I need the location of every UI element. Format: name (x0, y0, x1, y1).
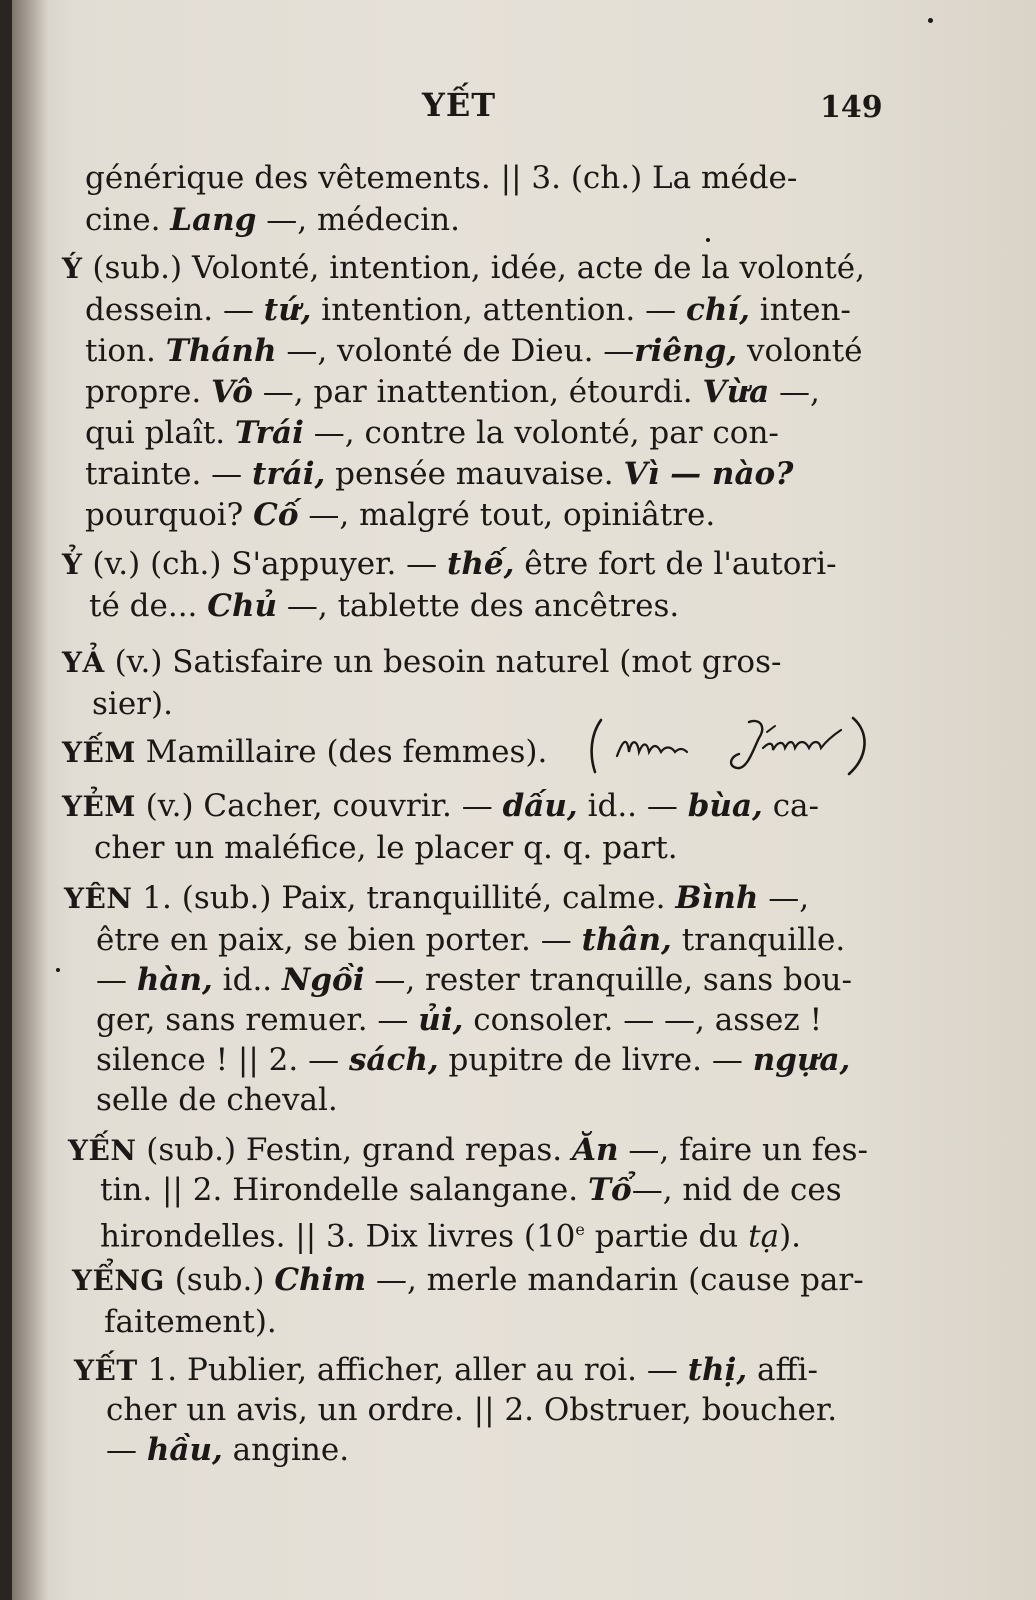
line-text: pourquoi? (85, 497, 254, 533)
entry-line (96, 1002, 822, 1038)
entry-yet (74, 1352, 818, 1389)
entry-y-acute (62, 250, 865, 287)
headword: YỂNG (72, 1264, 165, 1297)
vietnamese-term: sách, (348, 1042, 439, 1078)
dictionary-page (12, 0, 1036, 1600)
headword: YẺM (62, 790, 136, 823)
vietnamese-term: hàn, (136, 962, 213, 998)
headword: Ỷ (62, 548, 83, 581)
vietnamese-term: Trái (234, 415, 304, 451)
ink-speck (928, 18, 933, 23)
line-text: ca- (762, 788, 820, 824)
line-text: —, nid de ces (631, 1172, 842, 1208)
line-text: cine. (85, 202, 171, 238)
entry-line (85, 202, 460, 238)
line-text: faitement). (104, 1304, 277, 1340)
line-text: tin. || 2. Hirondelle salangane. (100, 1172, 588, 1208)
entry-line (85, 497, 715, 533)
entry-line (106, 1432, 349, 1468)
running-head: YẾT (422, 86, 497, 124)
entry-yen-2 (68, 1132, 868, 1169)
line-text: (sub.) Festin, grand repas. (136, 1132, 572, 1168)
vietnamese-term: chí, (685, 292, 750, 328)
entry-line (96, 922, 845, 958)
ink-speck (706, 238, 710, 242)
vietnamese-term: Cố (253, 497, 299, 533)
headword: Ý (62, 252, 83, 285)
vietnamese-term: Vừa (702, 374, 770, 410)
line-text: cher un maléfice, le placer q. q. part. (94, 830, 678, 866)
vietnamese-term: thân, (581, 922, 672, 958)
vietnamese-term: riêng, (634, 333, 738, 369)
line-text: ger, sans remuer. — (96, 1002, 419, 1038)
vietnamese-term: hầu, (146, 1432, 223, 1468)
line-text: dessein. — (85, 292, 264, 328)
vietnamese-term: Chim (274, 1262, 367, 1298)
line-text: —, (769, 374, 820, 410)
entry-line (104, 1304, 277, 1340)
headword: YẢ (62, 646, 105, 679)
line-text: (v.) (ch.) S'appuyer. — (82, 546, 448, 582)
entry-line (89, 588, 679, 624)
vietnamese-term: tạ (748, 1218, 780, 1255)
entry-line (96, 1042, 850, 1078)
line-text: cher un avis, un ordre. || 2. Obstruer, boucher. (106, 1392, 838, 1428)
line-text: inten- (749, 292, 851, 328)
line-text: tranquille. (671, 922, 846, 958)
line-text: ). (779, 1218, 802, 1255)
entry-yem-1 (62, 734, 547, 771)
line-text: intention, attention. — (311, 292, 686, 328)
line-text: tion. (85, 333, 166, 369)
line-text: Mamillaire (des femmes). (135, 734, 548, 770)
headword: YẾT (74, 1354, 138, 1387)
line-text: 1. (sub.) Paix, tranquillité, calme. (132, 880, 676, 916)
line-text: consoler. — —, assez ! (463, 1002, 823, 1038)
line-text: sier). (92, 686, 173, 722)
line-text: —, merle mandarin (cause par- (366, 1262, 864, 1298)
line-text: —, médecin. (256, 202, 460, 238)
line-text: angine. (222, 1432, 350, 1468)
line-text: —, tablette des ancêtres. (277, 588, 680, 624)
line-text: —, malgré tout, opiniâtre. (298, 497, 716, 533)
headword: YẾN (68, 1134, 137, 1167)
ink-speck (56, 968, 60, 972)
entry-ya (62, 644, 781, 681)
line-text: être en paix, se bien porter. — (96, 922, 582, 958)
entry-yen-1 (64, 880, 809, 917)
line-text: volonté (737, 333, 863, 369)
line-text: (sub.) Volonté, intention, idée, acte de la volonté, (82, 250, 865, 286)
line-text: affi- (747, 1352, 818, 1388)
entry-yem-2 (62, 788, 819, 825)
entry-line (94, 830, 678, 866)
entry-line (85, 333, 863, 369)
entry-line (100, 1172, 842, 1208)
line-text: —, faire un fes- (618, 1132, 868, 1168)
superscript: e (575, 1220, 585, 1239)
vietnamese-term: Tổ (587, 1172, 632, 1208)
line-text: trainte. — (85, 456, 253, 492)
line-text: — (106, 1432, 147, 1468)
line-text: être fort de l'autori- (514, 546, 837, 582)
line-text: pupitre de livre. — (438, 1042, 753, 1078)
vietnamese-term: Lang (170, 202, 257, 238)
headword: YÊN (64, 882, 133, 915)
line-text: id.. — (577, 788, 688, 824)
vietnamese-term: Ngồi (282, 962, 365, 998)
vietnamese-term: ngựa, (752, 1042, 851, 1078)
line-text: silence ! || 2. — (96, 1042, 349, 1078)
entry-line (92, 686, 173, 722)
entry-line (85, 456, 793, 492)
entry-line (85, 160, 797, 196)
entry-y-hook (62, 546, 837, 583)
line-text: générique des vêtements. || 3. (ch.) La méde- (85, 160, 798, 196)
line-text: 1. Publier, afficher, aller au roi. — (137, 1352, 688, 1388)
vietnamese-term: thế, (447, 546, 515, 582)
vietnamese-term: trái, (252, 456, 326, 492)
vietnamese-term: thị, (687, 1352, 748, 1388)
line-text: —, rester tranquille, sans bou- (364, 962, 852, 998)
vietnamese-term: Chủ (207, 588, 278, 624)
line-text: partie du (584, 1218, 749, 1255)
vietnamese-term: dấu, (502, 788, 578, 824)
entry-line (106, 1392, 837, 1428)
line-text: pensée mauvaise. (325, 456, 624, 492)
handwritten-annotation (587, 712, 877, 778)
vietnamese-term: Vì — nào? (623, 456, 794, 492)
headword: YẾM (62, 736, 136, 769)
vietnamese-term: Ăn (571, 1132, 619, 1168)
line-text: propre. (85, 374, 212, 410)
book-spine-shadow (12, 0, 48, 1600)
entry-line (85, 374, 820, 410)
line-text: selle de cheval. (96, 1082, 338, 1118)
line-text: té de... (89, 588, 208, 624)
vietnamese-term: ủi, (418, 1002, 464, 1038)
line-text: hirondelles. || 3. Dix livres (10 (100, 1218, 576, 1255)
line-text: (v.) Cacher, couvrir. — (135, 788, 503, 824)
vietnamese-term: bùa, (687, 788, 763, 824)
entry-line (85, 415, 779, 451)
entry-line (96, 962, 852, 998)
vietnamese-term: Bình (675, 880, 759, 916)
line-text: (v.) Satisfaire un besoin naturel (mot gros- (104, 644, 782, 680)
line-text: (sub.) (164, 1262, 275, 1298)
line-text: id.. (212, 962, 283, 998)
line-text: —, (758, 880, 810, 916)
vietnamese-term: tứ, (263, 292, 312, 328)
entry-line (85, 292, 851, 328)
page-number: 149 (820, 90, 883, 125)
line-text: —, contre la volonté, par con- (303, 415, 779, 451)
vietnamese-term: Thánh (165, 333, 277, 369)
entry-yeng (72, 1262, 864, 1299)
line-text: —, par inattention, étourdi. (252, 374, 703, 410)
line-text: qui plaît. (85, 415, 235, 451)
entry-line (96, 1082, 338, 1118)
line-text: — (96, 962, 137, 998)
vietnamese-term: Vô (211, 374, 253, 410)
line-text: —, volonté de Dieu. — (276, 333, 635, 369)
entry-line (100, 1212, 801, 1254)
